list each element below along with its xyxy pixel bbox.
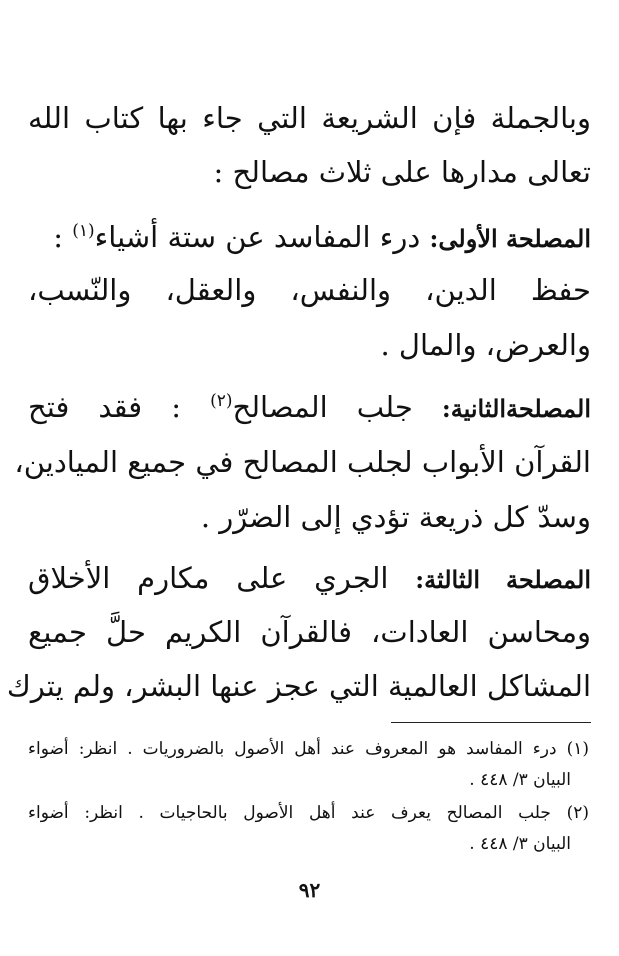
second-interest-tail: : فقد فتح (28, 390, 211, 424)
footnote-2-line-2: البيان ٣/ ٤٤٨ . (469, 834, 571, 854)
second-interest-label: المصلحةالثانية: (441, 394, 592, 423)
first-interest-label: المصلحة الأولى: (429, 224, 591, 253)
first-interest-heading-line (28, 217, 591, 259)
third-interest-line-2: ومحاسن العادات، فالقرآن الكريم حلَّ جميع (28, 615, 591, 649)
footnote-1-line-2: البيان ٣/ ٤٤٨ . (469, 770, 571, 790)
footnote-mark-1: (١) (72, 221, 95, 241)
second-interest-heading-line (28, 387, 591, 429)
third-interest-heading-line (28, 558, 591, 600)
third-interest-line-3: المشاكل العالمية التي عجز عنها البشر، ولم يترك (6, 669, 591, 703)
first-interest-line-3: والعرض، والمال . (380, 328, 591, 362)
first-interest-text: درء المفاسد عن ستة أشياء (94, 220, 430, 254)
first-interest-line-2: حفظ الدين، والنفس، والعقل، والنّسب، (28, 273, 591, 307)
footnote-separator (391, 722, 591, 723)
body-line-2: تعالى مدارها على ثلاث مصالح : (213, 155, 591, 189)
second-interest-line-2: القرآن الأبواب لجلب المصالح في جميع الميادين، (14, 445, 591, 479)
second-interest-line-3: وسدّ كل ذريعة تؤدي إلى الضرّر . (200, 500, 591, 534)
third-interest-text: الجري على مكارم الأخلاق (28, 561, 416, 595)
body-line-1: وبالجملة فإن الشريعة التي جاء بها كتاب الله (28, 101, 591, 135)
second-interest-text: جلب المصالح (232, 390, 442, 424)
footnote-mark-2: (٢) (210, 391, 233, 411)
footnote-1-line-1: (١) درء المفاسد هو المعروف عند أهل الأصول بالضروريات . انظر: أضواء (28, 739, 589, 759)
page-number: ٩٢ (298, 878, 321, 902)
first-interest-tail: : (53, 220, 73, 254)
footnote-2-line-1: (٢) جلب المصالح يعرف عند أهل الأصول بالحاجيات . انظر: أضواء (28, 803, 589, 823)
third-interest-label: المصلحة الثالثة: (415, 565, 591, 594)
